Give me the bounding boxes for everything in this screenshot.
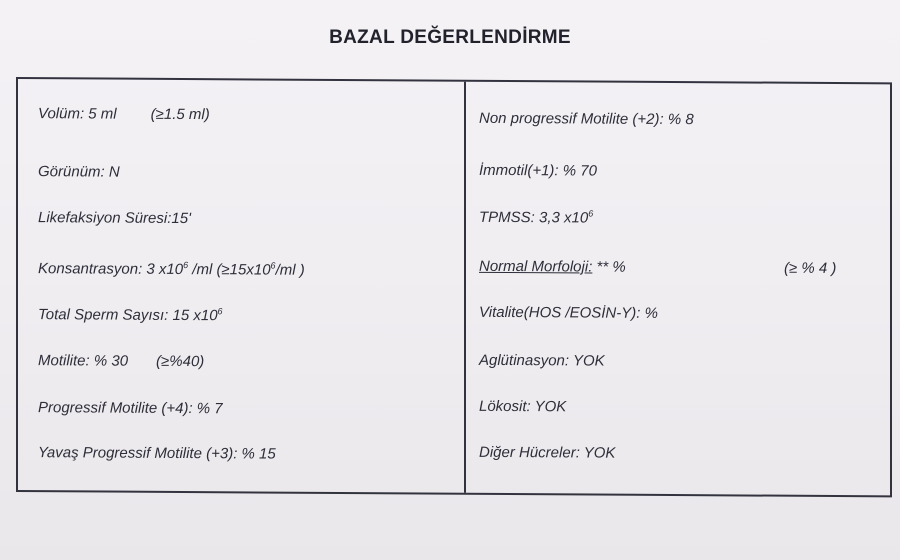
volume-value: Volüm: 5 ml <box>38 105 117 123</box>
liquefaction-row: Likefaksiyon Süresi:15' <box>38 209 191 228</box>
immotile-row: İmmotil(+1): % 70 <box>479 161 597 180</box>
slow-progressive-motility-row: Yavaş Progressif Motilite (+3): % 15 <box>38 444 276 463</box>
morphology-reference: (≥ % 4 ) <box>784 259 837 278</box>
progressive-motility-row: Progressif Motilite (+4): % 7 <box>38 399 223 418</box>
morphology-value: ** % <box>592 258 626 276</box>
left-column <box>18 79 464 463</box>
volume-row <box>18 105 210 123</box>
motility-row <box>18 352 204 370</box>
agglutination-row: Aglütinasyon: YOK <box>479 351 605 370</box>
morphology-row <box>466 258 892 278</box>
column-divider <box>464 82 466 493</box>
non-progressive-motility-row: Non progressif Motilite (+2): % 8 <box>479 109 694 129</box>
appearance-row: Görünüm: N <box>38 163 120 181</box>
leukocyte-row: Lökosit: YOK <box>479 397 567 416</box>
volume-reference: (≥1.5 ml) <box>150 105 210 124</box>
motility-value: Motilite: % 30 <box>38 352 129 370</box>
motility-reference: (≥%40) <box>156 352 205 371</box>
tpmss-row: TPMSS: 3,3 $x10^6$ <box>479 208 594 227</box>
right-column <box>466 82 892 462</box>
total-sperm-row: Total Sperm Sayısı: 15 $x10^6$ <box>38 306 223 325</box>
page-title: BAZAL DEĞERLENDİRME <box>329 27 571 48</box>
results-table <box>16 77 892 497</box>
other-cells-row: Diğer Hücreler: YOK <box>479 443 616 462</box>
morphology-label: Normal Morfoloji: <box>479 257 593 276</box>
vitality-row: Vitalite(HOS /EOSİN-Y): % <box>479 303 658 322</box>
concentration-row: Konsantrasyon: 3 $x10^6$ /ml ($\ge 15x10^6/ml$ ) <box>38 260 305 279</box>
